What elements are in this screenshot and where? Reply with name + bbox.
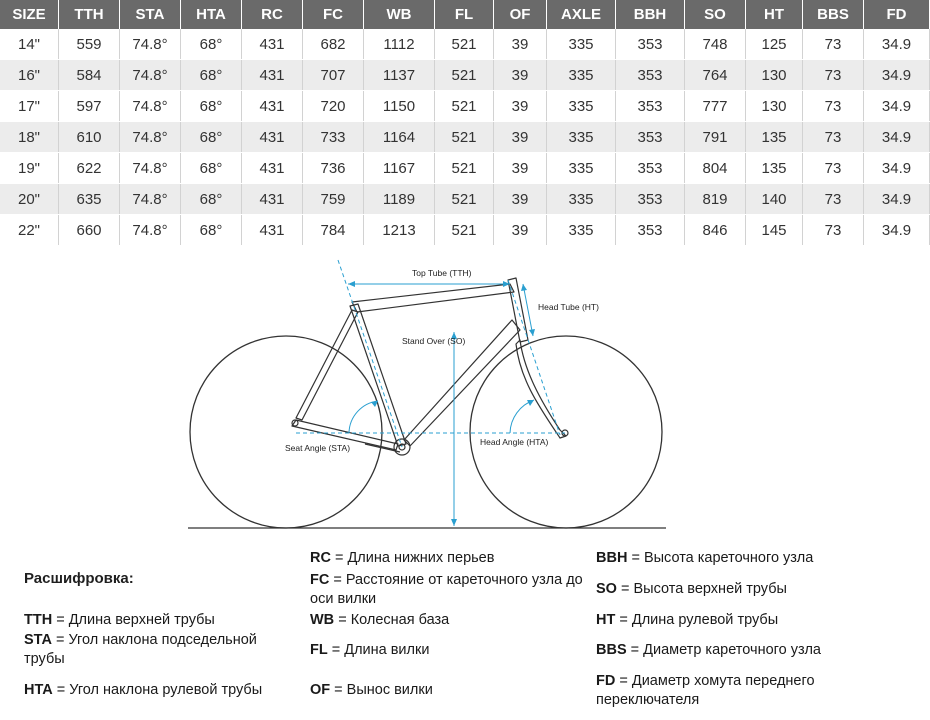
- table-cell: 74.8°: [120, 215, 181, 246]
- legend-item: [310, 681, 585, 700]
- table-cell: 431: [242, 60, 303, 91]
- table-cell: 846: [685, 215, 746, 246]
- table-cell: 68°: [181, 29, 242, 60]
- table-cell: 431: [242, 153, 303, 184]
- table-cell: 521: [435, 184, 494, 215]
- table-cell: 777: [685, 91, 746, 122]
- legend-description: = Высота кареточного узла: [627, 550, 814, 566]
- table-cell: 34.9: [864, 60, 930, 91]
- table-cell: 145: [746, 215, 803, 246]
- table-cell: 431: [242, 29, 303, 60]
- table-cell: 34.9: [864, 153, 930, 184]
- table-cell: 1189: [364, 184, 435, 215]
- table-cell: 18": [0, 122, 59, 153]
- table-cell: 431: [242, 91, 303, 122]
- table-cell: 764: [685, 60, 746, 91]
- legend-abbr: TTH: [24, 612, 53, 628]
- table-cell: 748: [685, 29, 746, 60]
- table-cell: 68°: [181, 60, 242, 91]
- legend-item: [24, 681, 314, 700]
- table-cell: 73: [803, 215, 864, 246]
- legend-abbr: SO: [596, 581, 617, 597]
- legend-description: = Длина нижних перьев: [330, 550, 495, 566]
- legend-description: = Угол наклона рулевой трубы: [52, 682, 263, 698]
- table-cell: 353: [616, 29, 685, 60]
- table-cell: 353: [616, 153, 685, 184]
- table-cell: 431: [242, 184, 303, 215]
- legend-item: [310, 549, 585, 568]
- table-cell: 17": [0, 91, 59, 122]
- table-cell: 39: [494, 215, 547, 246]
- legend-abbr: HTA: [24, 682, 53, 698]
- legend-description: = Высота верхней трубы: [616, 581, 787, 597]
- table-cell: 68°: [181, 184, 242, 215]
- legend-abbr: HT: [596, 612, 616, 628]
- table-cell: 73: [803, 91, 864, 122]
- legend-description: = Длина верхней трубы: [52, 612, 215, 628]
- table-cell: 34.9: [864, 184, 930, 215]
- table-cell: 707: [303, 60, 364, 91]
- table-cell: 759: [303, 184, 364, 215]
- legend-description: = Колесная база: [334, 612, 450, 628]
- legend-abbr: FC: [310, 572, 330, 588]
- table-cell: 68°: [181, 91, 242, 122]
- table-cell: 431: [242, 122, 303, 153]
- legend-description: = Длина рулевой трубы: [615, 612, 779, 628]
- column-header: BBS: [803, 0, 864, 29]
- legend-item: [24, 631, 294, 669]
- table-cell: 335: [547, 122, 616, 153]
- table-cell: 819: [685, 184, 746, 215]
- table-cell: 22": [0, 215, 59, 246]
- column-header: SO: [685, 0, 746, 29]
- table-cell: 19": [0, 153, 59, 184]
- legend-abbr: FD: [596, 673, 616, 689]
- table-cell: 353: [616, 122, 685, 153]
- column-header: OF: [494, 0, 547, 29]
- legend-description: = Угол наклона подседельной трубы: [24, 632, 257, 667]
- table-cell: 34.9: [864, 29, 930, 60]
- table-cell: 1137: [364, 60, 435, 91]
- table-cell: 39: [494, 153, 547, 184]
- table-cell: 39: [494, 91, 547, 122]
- table-cell: 804: [685, 153, 746, 184]
- table-cell: 140: [746, 184, 803, 215]
- table-cell: 34.9: [864, 91, 930, 122]
- table-cell: 791: [685, 122, 746, 153]
- legend-item: [310, 611, 585, 630]
- legend-item: [310, 571, 585, 609]
- table-cell: 431: [242, 215, 303, 246]
- table-cell: 20": [0, 184, 59, 215]
- column-header: WB: [364, 0, 435, 29]
- table-cell: 1150: [364, 91, 435, 122]
- legend-description: = Длина вилки: [327, 642, 430, 658]
- table-cell: 1164: [364, 122, 435, 153]
- table-cell: 130: [746, 60, 803, 91]
- table-cell: 73: [803, 60, 864, 91]
- table-cell: 353: [616, 184, 685, 215]
- column-header: HT: [746, 0, 803, 29]
- table-cell: 74.8°: [120, 91, 181, 122]
- table-cell: 521: [435, 122, 494, 153]
- table-cell: 733: [303, 122, 364, 153]
- table-cell: 635: [59, 184, 120, 215]
- table-cell: 521: [435, 29, 494, 60]
- table-cell: 39: [494, 29, 547, 60]
- table-cell: 335: [547, 60, 616, 91]
- table-cell: 68°: [181, 215, 242, 246]
- table-cell: 521: [435, 60, 494, 91]
- column-header: SIZE: [0, 0, 59, 29]
- column-header: RC: [242, 0, 303, 29]
- legend-item: [596, 549, 851, 568]
- legend-description: = Расстояние от кареточного узла до оси вилки: [310, 572, 583, 607]
- table-cell: 73: [803, 153, 864, 184]
- table-cell: 68°: [181, 153, 242, 184]
- table-cell: 16": [0, 60, 59, 91]
- seat-angle-label: Seat Angle (STA): [285, 443, 351, 453]
- column-header: BBH: [616, 0, 685, 29]
- table-cell: 74.8°: [120, 29, 181, 60]
- top-tube-label: Top Tube (TTH): [412, 268, 472, 278]
- table-cell: 130: [746, 91, 803, 122]
- legend-item: [310, 641, 585, 660]
- table-cell: 335: [547, 184, 616, 215]
- legend-abbr: OF: [310, 682, 331, 698]
- legend-description: = Диаметр хомута переднего переключателя: [596, 673, 815, 708]
- column-header: HTA: [181, 0, 242, 29]
- head-angle-label: Head Angle (HTA): [480, 437, 549, 447]
- column-header: FC: [303, 0, 364, 29]
- column-header: TTH: [59, 0, 120, 29]
- legend-item: [596, 611, 851, 630]
- table-cell: 39: [494, 122, 547, 153]
- table-cell: 521: [435, 91, 494, 122]
- table-cell: 135: [746, 122, 803, 153]
- legend-abbr: FL: [310, 642, 328, 658]
- table-cell: 335: [547, 29, 616, 60]
- table-cell: 1167: [364, 153, 435, 184]
- table-cell: 14": [0, 29, 59, 60]
- legend-abbr: RC: [310, 550, 331, 566]
- table-cell: 39: [494, 184, 547, 215]
- table-cell: 125: [746, 29, 803, 60]
- legend-item: [596, 580, 851, 599]
- table-cell: 135: [746, 153, 803, 184]
- table-cell: 353: [616, 60, 685, 91]
- table-cell: 335: [547, 153, 616, 184]
- table-cell: 622: [59, 153, 120, 184]
- stand-over-label: Stand Over (SO): [402, 336, 466, 346]
- table-cell: 660: [59, 215, 120, 246]
- legend-description: = Вынос вилки: [330, 682, 433, 698]
- table-cell: 720: [303, 91, 364, 122]
- column-header: FL: [435, 0, 494, 29]
- column-header: STA: [120, 0, 181, 29]
- table-cell: 74.8°: [120, 184, 181, 215]
- table-cell: 68°: [181, 122, 242, 153]
- table-cell: 610: [59, 122, 120, 153]
- legend-abbr: WB: [310, 612, 335, 628]
- table-cell: 335: [547, 215, 616, 246]
- table-cell: 34.9: [864, 215, 930, 246]
- table-cell: 353: [616, 91, 685, 122]
- table-cell: 521: [435, 215, 494, 246]
- legend-item: [24, 611, 294, 630]
- table-cell: 73: [803, 122, 864, 153]
- legend-item: [596, 641, 851, 660]
- head-tube-label: Head Tube (HT): [538, 302, 599, 312]
- table-cell: 73: [803, 184, 864, 215]
- table-cell: 73: [803, 29, 864, 60]
- table-cell: 521: [435, 153, 494, 184]
- legend-abbr: BBH: [596, 550, 628, 566]
- table-cell: 559: [59, 29, 120, 60]
- legend-item: [596, 672, 846, 710]
- table-cell: 784: [303, 215, 364, 246]
- table-cell: 353: [616, 215, 685, 246]
- table-cell: 1213: [364, 215, 435, 246]
- legend-abbr: STA: [24, 632, 52, 648]
- legend-title: Расшифровка:: [24, 570, 134, 587]
- table-cell: 39: [494, 60, 547, 91]
- legend-description: = Диаметр кареточного узла: [626, 642, 821, 658]
- column-header: AXLE: [547, 0, 616, 29]
- table-cell: 597: [59, 91, 120, 122]
- table-cell: 335: [547, 91, 616, 122]
- table-cell: 74.8°: [120, 122, 181, 153]
- table-cell: 74.8°: [120, 153, 181, 184]
- table-cell: 74.8°: [120, 60, 181, 91]
- table-cell: 1112: [364, 29, 435, 60]
- table-cell: 34.9: [864, 122, 930, 153]
- column-header: FD: [864, 0, 930, 29]
- table-cell: 682: [303, 29, 364, 60]
- legend-abbr: BBS: [596, 642, 627, 658]
- table-cell: 736: [303, 153, 364, 184]
- table-cell: 584: [59, 60, 120, 91]
